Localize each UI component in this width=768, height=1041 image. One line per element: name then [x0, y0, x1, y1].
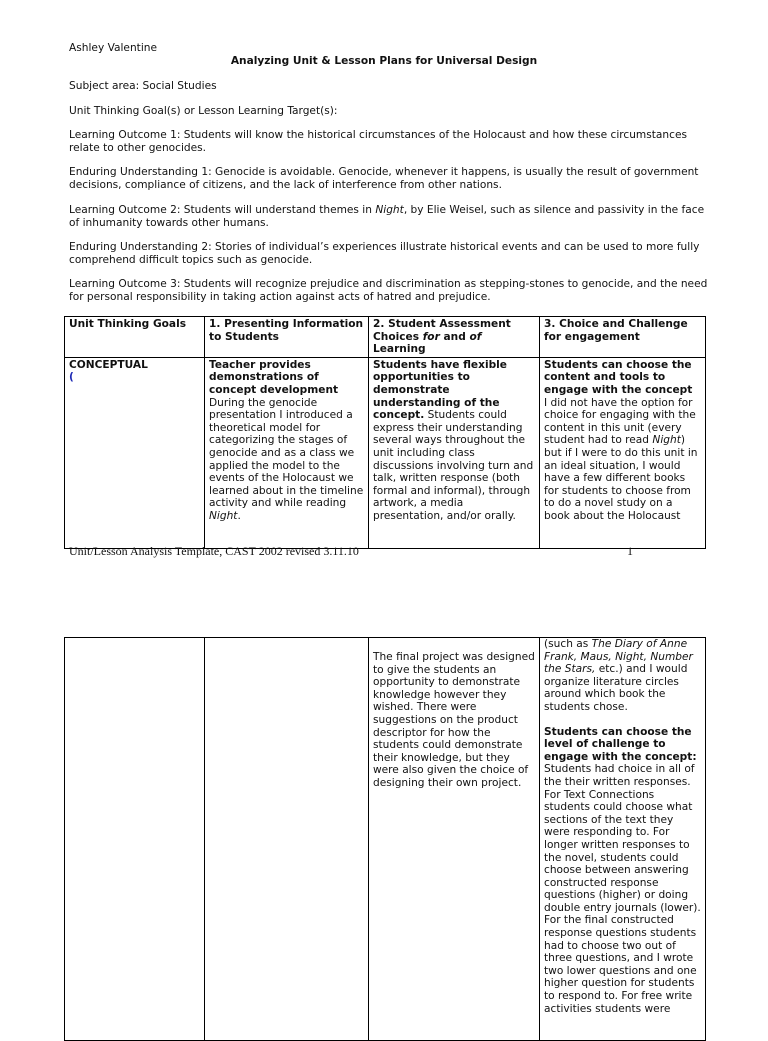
header-assessment — [369, 317, 540, 358]
enduring-understanding-1: Enduring Understanding 1: Genocide is avoidable. Genocide, whenever it happens, is usually the result of government decisions, compliance of citizens, and the lack of interference from other nations. — [69, 166, 699, 191]
presenting-text: During the genocide presentation I introduced a theoretical model for categorizing the stages of genocide and as a class we applied the model to the events of the Holocaust we learned about in the timeline activity and while reading — [209, 396, 364, 510]
unit-goals-heading: Unit Thinking Goal(s) or Lesson Learning Target(s): — [69, 105, 338, 117]
choice-bold: Students can choose the content and tools to engage with the concept — [544, 358, 693, 396]
presenting-end: . — [237, 509, 241, 522]
table-row — [65, 638, 706, 1041]
assessment-cell-continued — [369, 638, 540, 1041]
choice-text: I did not have the option for choice for engaging with the content in this unit (every student had to read — [544, 396, 696, 447]
choice-book-list: The Diary of Anne Frank, Maus, Night, Number the Stars, — [544, 638, 693, 676]
author-name: Ashley Valentine — [69, 42, 157, 54]
choice-cell-continued — [540, 638, 706, 1041]
footer-template-note: Unit/Lesson Analysis Template, CAST 2002 revised 3.11.10 — [69, 544, 359, 558]
document-title: Analyzing Unit & Lesson Plans for Universal Design — [230, 55, 538, 67]
enduring-understanding-2: Enduring Understanding 2: Stories of individual’s experiences illustrate historical events and can be used to more fully comprehend difficult topics such as genocide. — [69, 241, 700, 266]
presenting-cell — [205, 357, 369, 548]
assessment-text-continued: The final project was designed to give the students an opportunity to demonstrate knowledge however they wished. There were suggestions on the product descriptor for how the students could demonstrate their knowledge, but they were also given the choice of designing their own project. — [373, 651, 535, 789]
assessment-cell — [369, 357, 540, 548]
header-assessment-a: 2. Student Assessment Choices — [373, 318, 511, 343]
table-header-row — [65, 317, 706, 358]
choice-cell — [540, 357, 706, 548]
lo2-text-a: Learning Outcome 2: Students will understand themes in — [69, 204, 376, 216]
analysis-table-continued — [64, 637, 706, 1041]
row-label-paren: ( — [69, 371, 74, 384]
header-presenting: 1. Presenting Information to Students — [205, 317, 369, 358]
lo2-text-b: , by Elie Weisel, such as silence and passivity in the face of inhumanity towards other humans. — [69, 204, 705, 229]
empty-presenting-cell — [205, 638, 369, 1041]
subject-area: Subject area: Social Studies — [69, 80, 217, 92]
choice-level-text: Students had choice in all of the their written responses. For Text Connections students could choose what sections of the text they were responding to. For longer written responses to the novel, students could choose between answering constructed response questions (higher) or doing double entry journals (lower). For the final constructed response questions students had to choose two out of three questions, and I wrote two lower questions and one higher question for students to respond to. For free write activities students were — [544, 763, 701, 1015]
learning-outcome-3: Learning Outcome 3: Students will recognize prejudice and discrimination as stepping-stones to genocide, and the need for personal responsibility in taking action against acts of hatred and prejudice. — [69, 278, 708, 303]
row-label: CONCEPTUAL — [69, 358, 148, 371]
choice-text-continued-b: etc.) and I would organize literature circles around which book the students chose. — [544, 663, 688, 713]
presenting-bold: Teacher provides demonstrations of concept development — [209, 358, 339, 396]
empty-goals-cell — [65, 638, 205, 1041]
analysis-table — [64, 316, 706, 549]
assessment-bold: Students have flexible opportunities to demonstrate understanding of the concept. — [373, 358, 507, 422]
header-assessment-and: and — [439, 330, 470, 343]
learning-outcome-2 — [69, 204, 709, 229]
presenting-italic: Night — [209, 509, 238, 522]
choice-text-continued-a: (such as — [544, 638, 592, 650]
page-number: 1 — [627, 544, 633, 558]
choice-italic: Night — [652, 434, 681, 447]
header-assessment-learning: Learning — [373, 343, 426, 356]
choice-level-bold: Students can choose the level of challenge to engage with the concept: — [544, 725, 697, 763]
row-label-cell — [65, 357, 205, 548]
table-row — [65, 357, 706, 548]
header-assessment-for: for — [422, 330, 440, 343]
assessment-text: Students could express their understanding several ways throughout the unit including class discussions involving turn and talk, written response (both formal and informal), through artwork, a media presentation, and/or orally. — [373, 409, 534, 522]
header-assessment-of: of — [469, 330, 482, 343]
lo2-book-title: Night — [375, 204, 404, 216]
choice-end: ) but if I were to do this unit in an ideal situation, I would have a few different books for students to choose from to do a novel study on a book about the Holocaust — [544, 434, 698, 522]
header-goals: Unit Thinking Goals — [65, 317, 205, 358]
learning-outcome-1: Learning Outcome 1: Students will know the historical circumstances of the Holocaust and how these circumstances relate to other genocides. — [69, 129, 687, 154]
header-choice: 3. Choice and Challenge for engagement — [540, 317, 706, 358]
